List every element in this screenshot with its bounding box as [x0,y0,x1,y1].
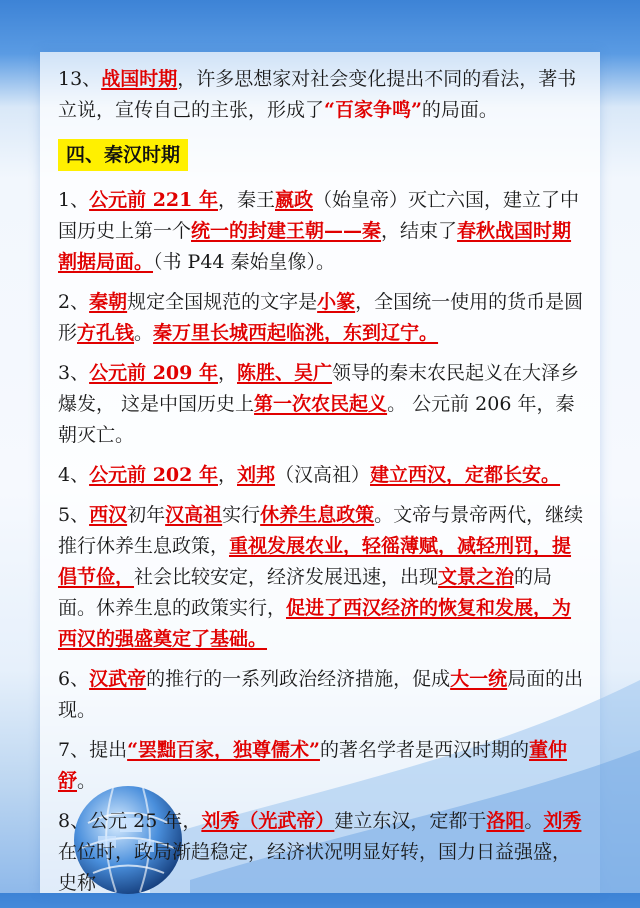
body-text: （始皇帝）灭亡六国，建立了中国历史上第一个 [58,189,580,242]
key-term: 刘邦 [237,464,276,486]
body-text: ，结束了 [381,220,458,242]
paragraph-6 [58,664,588,726]
key-term: 公元前 202 年 [89,464,218,486]
paragraph-2 [58,287,588,349]
key-term: 重视发展农业，轻徭薄赋，减轻刑罚，提倡节俭， [58,535,572,588]
key-term: “罢黜百家，独尊儒术” [127,739,320,761]
key-term: 促进了西汉经济的恢复和发展，为西汉的强盛奠定了基础。 [58,597,572,650]
key-term: 大一统 [450,668,508,690]
body-text: 公元 25 年， [89,810,202,832]
key-term: 公元前 221 年 [89,189,218,211]
key-term: 陈胜、吴广 [237,362,333,384]
key-term: 西汉 [89,504,128,526]
body-text: 局面的出现。 [58,668,584,721]
paragraph-number: 3、 [58,362,90,384]
paragraph-1 [58,185,588,278]
key-term: 董仲舒 [58,739,567,792]
key-term: 嬴政 [275,189,314,211]
key-term: 汉武帝 [89,668,147,690]
body-text: ，秦王 [217,189,275,211]
body-text: 规定全国规范的文字是 [127,291,318,313]
key-term: 公元前 209 年 [89,362,218,384]
body-text: ，许多思想家对社会变化提出不同的看法，著书立说，宣传自己的主张，形成了 [58,68,577,121]
key-term: 秦万里长城西起临洮，东到辽宁。 [153,322,439,344]
paragraph-4 [58,460,588,491]
key-term: 秦朝 [89,291,128,313]
paragraph-number: 6、 [58,668,90,690]
key-term: 统一的封建王朝——秦 [191,220,382,242]
paragraph-number: 5、 [58,504,90,526]
key-term: 建立西汉，定都长安。 [370,464,561,486]
paragraph-13 [58,64,588,126]
key-term: 汉高祖 [165,504,223,526]
body-text: （书 P44 秦始皇像）。 [153,251,336,273]
key-term: “百家争鸣” [324,99,422,121]
body-text: 社会比较安定，经济发展迅速，出现 [134,566,439,588]
body-text: 建立东汉，定都于 [334,810,487,832]
body-text: 提出 [89,739,128,761]
paragraph-8 [58,806,588,899]
body-text: （汉高祖） [275,464,371,486]
key-term: 第一次农民起义 [254,393,388,415]
body-text: 领导的秦末农民起义在大泽乡爆发， 这是中国历史上 [58,362,580,415]
body-text: 的局面。 [421,99,498,121]
paragraph-5 [58,500,588,655]
paragraph-number: 8、 [58,810,90,832]
body-text: 。 公元前 206 年，秦朝灭亡。 [58,393,575,446]
body-text: 的推行的一系列政治经济措施，促成 [146,668,451,690]
document-body [58,64,588,908]
paragraph-number: 1、 [58,189,90,211]
key-term: 小篆 [317,291,356,313]
paragraph-number: 13、 [58,68,102,90]
paragraph-7 [58,735,588,797]
body-text: 。 [524,810,544,832]
body-text: 。 [77,770,97,792]
key-term: 刘秀 [543,810,582,832]
body-text: ，全国统一使用的货币是圆形 [58,291,584,344]
body-text: ， [217,362,237,384]
body-text: 的局面。休养生息的政策实行， [58,566,553,619]
key-term: 战国时期 [101,68,178,90]
paragraph-3 [58,358,588,451]
key-term: 休养生息政策 [260,504,375,526]
paragraph-number: 7、 [58,739,90,761]
body-text: 在位时，政局渐趋稳定，经济状况明显好转，国力日益强盛，史称 [58,841,572,894]
paragraph-number: 2、 [58,291,90,313]
key-term: 文景之治 [438,566,515,588]
body-text: 实行 [222,504,261,526]
key-term: 刘秀（光武帝） [201,810,335,832]
key-term: 春秋战国时期割据局面。 [58,220,572,273]
paragraph-number: 4、 [58,464,90,486]
body-text: 。 [134,322,154,344]
body-text: ， [217,464,237,486]
section-heading: 四、秦汉时期 [58,139,188,171]
key-term: 方孔钱 [77,322,135,344]
body-text: 初年 [127,504,166,526]
key-term: 洛阳 [486,810,525,832]
body-text: 。文帝与景帝两代，继续推行休养生息政策， [58,504,584,557]
body-text: 的著名学者是西汉时期的 [319,739,529,761]
